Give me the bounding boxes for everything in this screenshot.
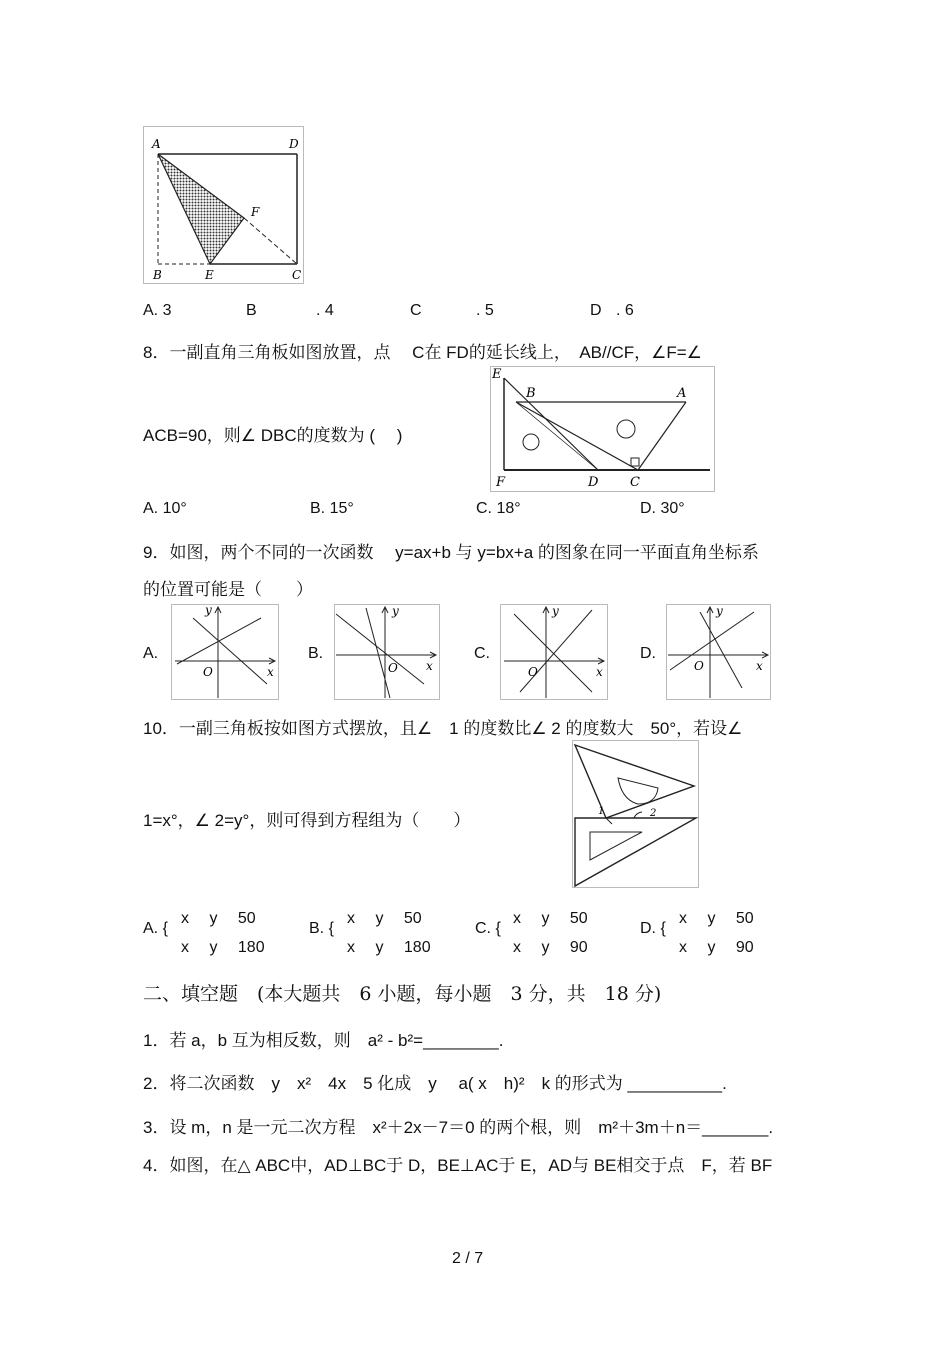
fill-q2: 2．将二次函数 y x² 4x 5 化成 y a( x h)² k 的形式为 __________. [143, 1074, 727, 1093]
q10-option-b-row1: x y 50 [347, 910, 422, 927]
q7-option-c-letter: C [410, 302, 422, 319]
label-f: F [496, 475, 506, 490]
triangle-boards-figure [572, 740, 699, 888]
q7-option-a: A. 3 [143, 302, 172, 319]
fill-q1: 1．若 a，b 互为相反数，则 a² - b²=________. [143, 1031, 504, 1050]
x-label: x [267, 665, 274, 679]
y-label: y [392, 604, 399, 618]
page-number: 2 / 7 [452, 1250, 484, 1267]
label-d: D [289, 137, 299, 151]
q9-graph-b [334, 604, 440, 700]
q8-stem-line2: ACB=90，则∠ DBC的度数为 ( ) [143, 426, 403, 445]
x-label: x [756, 659, 763, 673]
q7-option-c-value: . 5 [476, 302, 494, 319]
q10-option-b-row2: x y 180 [347, 939, 431, 956]
q10-option-c-row1: x y 50 [513, 910, 588, 927]
q8-option-a: A. 10° [143, 500, 187, 517]
q8-option-b: B. 15° [310, 500, 354, 517]
label-e: E [492, 367, 502, 382]
q9-graph-d [666, 604, 771, 700]
q7-option-b-value: . 4 [316, 302, 334, 319]
y-label: y [205, 604, 212, 617]
x-label: x [596, 665, 603, 679]
q9-graph-c [500, 604, 608, 700]
q8-option-c: C. 18° [476, 500, 521, 517]
q10-option-d-row1: x y 50 [679, 910, 754, 927]
q7-option-d-letter: D [590, 302, 602, 319]
q7-option-b-letter: B [246, 302, 257, 319]
q10-stem-line2: 1=x°，∠ 2=y°，则可得到方程组为（ ） [143, 811, 471, 830]
q10-option-a-letter: A. { [143, 920, 168, 937]
label-b: B [526, 386, 536, 401]
label-b: B [153, 268, 162, 282]
section-heading: 二、填空题 (本大题共 6 小题，每小题 3 分，共 18 分) [143, 983, 662, 1005]
set-squares-figure [490, 366, 715, 492]
q9-graph-a [171, 604, 279, 700]
origin-label: O [203, 665, 213, 679]
q10-option-c-letter: C. { [475, 920, 501, 937]
origin-label: O [694, 659, 704, 673]
q9-stem-line1: 9．如图，两个不同的一次函数 y=ax+b 与 y=bx+a 的图象在同一平面直角坐标系 [143, 543, 759, 562]
q10-option-b-letter: B. { [309, 920, 334, 937]
label-f: F [251, 205, 260, 219]
label-c: C [292, 268, 302, 282]
y-label: y [552, 604, 559, 618]
q10-option-a-row1: x y 50 [181, 910, 256, 927]
label-d: D [588, 475, 599, 490]
q9-option-b-letter: B. [308, 645, 324, 662]
q10-option-a-row2: x y 180 [181, 939, 265, 956]
fill-q4: 4．如图，在△ ABC中，AD⊥BC于 D，BE⊥AC于 E，AD与 BE相交于点 F，若 BF [143, 1156, 773, 1175]
label-a: A [152, 137, 161, 151]
q8-stem-line1: 8．一副直角三角板如图放置，点 C在 FD的延长线上， AB//CF，∠F=∠ [143, 343, 702, 362]
y-label: y [716, 604, 723, 618]
angle-1-label: 1 [598, 806, 605, 817]
rectangle-figure [143, 126, 304, 284]
label-e: E [205, 268, 214, 282]
label-a: A [677, 386, 687, 401]
q10-option-c-row2: x y 90 [513, 939, 588, 956]
q9-option-c-letter: C. [474, 645, 490, 662]
q8-option-d: D. 30° [640, 500, 685, 517]
x-label: x [426, 659, 433, 673]
q10-option-d-row2: x y 90 [679, 939, 754, 956]
q9-option-a-letter: A. [143, 645, 159, 662]
fill-q3: 3．设 m，n 是一元二次方程 x²＋2x－7＝0 的两个根，则 m²＋3m＋n＝_______. [143, 1118, 774, 1137]
angle-2-label: 2 [650, 808, 657, 819]
origin-label: O [388, 661, 398, 675]
q7-option-d-value: . 6 [616, 302, 634, 319]
q9-stem-line2: 的位置可能是（ ） [143, 580, 313, 599]
label-c: C [630, 475, 640, 490]
origin-label: O [528, 665, 538, 679]
q10-stem-line1: 10．一副三角板按如图方式摆放，且∠ 1 的度数比∠ 2 的度数大 50°，若设∠ [143, 719, 743, 738]
q10-option-d-letter: D. { [640, 920, 666, 937]
q9-option-d-letter: D. [640, 645, 656, 662]
